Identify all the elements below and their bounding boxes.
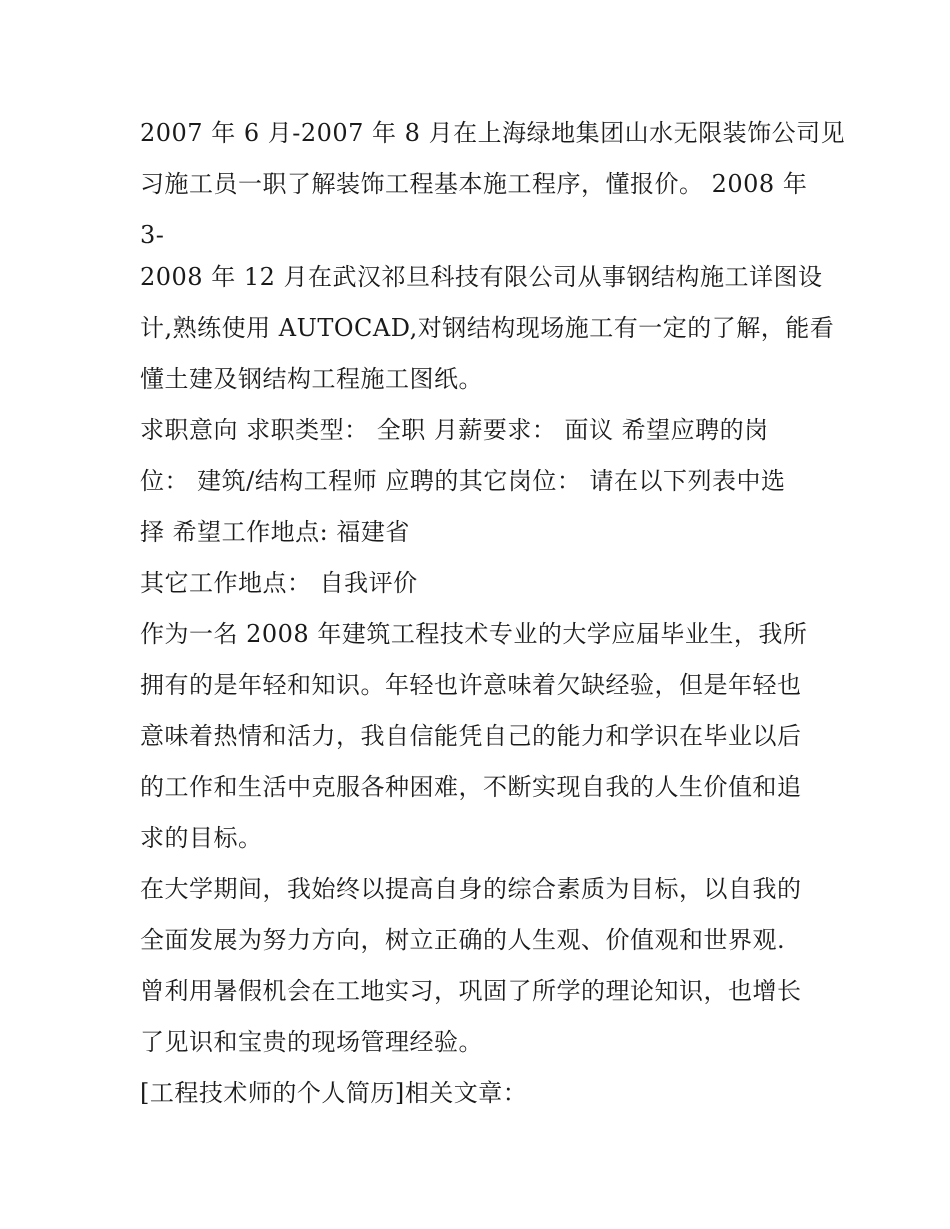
paragraph-related-articles xyxy=(140,1068,820,1119)
text-line: 曾利用暑假机会在工地实习，巩固了所学的理论知识，也增长 xyxy=(140,977,802,1005)
text-line: 2008 年 12 月在武汉祁旦科技有限公司从事钢结构施工详图设 xyxy=(140,263,823,291)
paragraph-internship-experience xyxy=(140,108,846,252)
text-line: 意味着热情和活力，我自信能凭自己的能力和学识在毕业以后 xyxy=(140,722,802,750)
text-line: 其它工作地点： 自我评价 xyxy=(140,569,418,597)
paragraph-steel-structure-experience xyxy=(140,252,835,405)
text-line: 习施工员一职了解装饰工程基本施工程序，懂报价。 2008 年 xyxy=(140,170,808,198)
text-line: 懂土建及钢结构工程施工图纸。 xyxy=(140,365,483,393)
paragraph-university-period xyxy=(140,864,820,1068)
text-line: 计,熟练使用 AUTOCAD,对钢结构现场施工有一定的了解，能看 xyxy=(140,314,835,342)
text-line: 的工作和生活中克服各种困难，不断实现自我的人生价值和追 xyxy=(140,773,802,801)
text-line: 择 希望工作地点: 福建省 xyxy=(140,518,410,546)
text-line: 了见识和宝贵的现场管理经验。 xyxy=(140,1028,483,1056)
text-line: 求职意向 求职类型： 全职 月薪要求： 面议 希望应聘的岗 xyxy=(140,416,769,444)
document-body xyxy=(140,108,846,1119)
text-line: 2007 年 6 月-2007 年 8 月在上海绿地集团山水无限装饰公司见 xyxy=(140,119,846,147)
paragraph-job-intention xyxy=(140,405,820,558)
text-line: 3- xyxy=(140,221,165,249)
paragraph-other-locations xyxy=(140,558,820,609)
related-articles-heading: [工程技术师的个人简历]相关文章： xyxy=(140,1079,528,1107)
text-line: 求的目标。 xyxy=(140,824,263,852)
text-line: 作为一名 2008 年建筑工程技术专业的大学应届毕业生，我所 xyxy=(140,620,808,648)
paragraph-self-evaluation xyxy=(140,609,820,864)
text-line: 全面发展为努力方向，树立正确的人生观、价值观和世界观. xyxy=(140,926,786,954)
text-line: 位： 建筑/结构工程师 应聘的其它岗位： 请在以下列表中选 xyxy=(140,467,786,495)
text-line: 拥有的是年轻和知识。年轻也许意味着欠缺经验，但是年轻也 xyxy=(140,671,802,699)
text-line: 在大学期间，我始终以提高自身的综合素质为目标，以自我的 xyxy=(140,875,802,903)
